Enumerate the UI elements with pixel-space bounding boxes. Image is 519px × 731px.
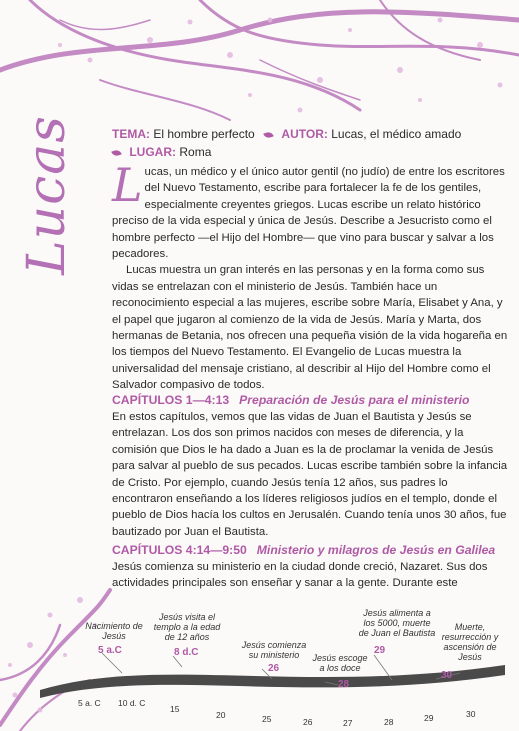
section-1-title: Preparación de Jesús para el ministerio bbox=[239, 393, 470, 407]
tema-label: TEMA: bbox=[112, 127, 150, 141]
timeline-event-4-year: 28 bbox=[338, 679, 350, 690]
timeline-event-5-label: Jesús alimenta a los 5000, muerte de Juan el Bautista bbox=[358, 608, 436, 638]
book-meta bbox=[112, 125, 512, 161]
timeline-tick: 5 a. C bbox=[78, 698, 101, 708]
timeline-tick: 30 bbox=[466, 709, 476, 719]
section-1-heading bbox=[112, 392, 510, 409]
intro-paragraph-1 bbox=[112, 158, 510, 262]
section-2-heading bbox=[112, 542, 510, 559]
leaf-icon bbox=[111, 148, 122, 157]
timeline-tick: 28 bbox=[384, 717, 394, 727]
intro-paragraph-2: Lucas muestra un gran interés en las personas y en la forma como sus vidas se entrelazan con el ministerio de Jesús. También hace un reconocimiento especial a las mujeres, escribe sobre María, Elisabet y Ana, y el papel que jugaron al comienzo de la vida de Jesús. María y Marta, dos hermanas de Betania, nos ofrecen una pequeña visión de la vida hogareña en los tiempos del Nuevo Testamento. El Evangelio de Lucas muestra la universalidad del mensaje cristiano, al describir al Hijo del Hombre como el Salvador compasivo de todos. bbox=[112, 264, 508, 392]
leaf-icon bbox=[263, 130, 274, 139]
meta-line-2 bbox=[112, 143, 512, 161]
section-2-chapters: CAPÍTULOS 4:14—9:50 bbox=[112, 543, 247, 557]
timeline-tick: 10 d. C bbox=[118, 698, 146, 708]
book-title bbox=[12, 115, 82, 275]
timeline-tick: 20 bbox=[216, 710, 226, 720]
timeline-event-1-year: 5 a.C bbox=[98, 645, 122, 656]
intro-paragraph-1-text: ucas, un médico y el único autor gentil (no judío) de entre los escritores del Nuevo Testamento, escribe para fortalecer la fe de los gentiles, especialmente creyentes griegos. Lucas escribe un relato histórico preciso de la vida especial y única de Jesús. Describe a Jesucristo como el hombre perfecto —el Hijo del Hombre— que vino para buscar y salvar a los pecadores. bbox=[112, 166, 505, 261]
lugar-label: LUGAR: bbox=[129, 145, 177, 159]
autor-label: AUTOR: bbox=[281, 127, 328, 141]
section-1-body: En estos capítulos, vemos que las vidas de Juan el Bautista y Jesús se entrelazan. Los dos son primos nacidos con meses de diferencia, y la comisión que Dios le ha dado a Juan es la de proclamar la venida de Jesús para salvar al pueblo de sus pecados. Lucas escribe también sobre la infancia de Cristo. Por ejemplo, cuando Jesús tenía 12 años, sus padres lo encontraron enseñando a los líderes religiosos judíos en el templo, donde el pueblo de Dios hacía los cultos en Jerusalén. Cuando tenía unos 30 años, fue bautizado por Juan el Bautista. bbox=[112, 411, 508, 538]
book-title-text: Lucas bbox=[17, 115, 77, 275]
timeline-tick: 26 bbox=[303, 717, 313, 727]
timeline-tick: 25 bbox=[262, 714, 272, 724]
timeline-event-3-year: 26 bbox=[268, 663, 280, 674]
section-2-title: Ministerio y milagros de Jesús en Galilea bbox=[256, 543, 496, 557]
timeline-event-2-year: 8 d.C bbox=[174, 647, 199, 658]
timeline-tick: 29 bbox=[424, 713, 434, 723]
section-1-chapters: CAPÍTULOS 1—4:13 bbox=[112, 393, 230, 407]
blossom-branches-top bbox=[0, 0, 519, 135]
autor-value: Lucas, el médico amado bbox=[331, 127, 462, 141]
timeline-tick: 15 bbox=[170, 704, 180, 714]
timeline-event-3-label: Jesús comienza su ministerio bbox=[241, 640, 307, 660]
meta-line-1 bbox=[112, 125, 512, 143]
drop-cap: L bbox=[112, 158, 143, 212]
timeline-event-2-label: Jesús visita el templo a la edad de 12 años bbox=[153, 612, 221, 642]
section-chapters-1 bbox=[112, 392, 510, 540]
section-2-body: Jesús comienza su ministerio en la ciudad donde creció, Nazaret. Sus dos actividades principales son enseñar y sanar a la gente. Durante este bbox=[112, 561, 488, 590]
timeline-event-1-label: Nacimiento de Jesús bbox=[85, 621, 143, 641]
timeline-tick: 27 bbox=[343, 718, 353, 728]
lugar-value: Roma bbox=[179, 145, 212, 159]
timeline-event-6-label: Muerte, resurrección y ascensión de Jesús bbox=[441, 622, 499, 662]
tema-value: El hombre perfecto bbox=[153, 127, 255, 141]
timeline-event-5-year: 29 bbox=[374, 645, 386, 656]
intro-text bbox=[112, 158, 510, 394]
timeline-event-4-label: Jesús escoge a los doce bbox=[312, 653, 368, 673]
timeline-event-6-year: 30 bbox=[441, 670, 453, 681]
